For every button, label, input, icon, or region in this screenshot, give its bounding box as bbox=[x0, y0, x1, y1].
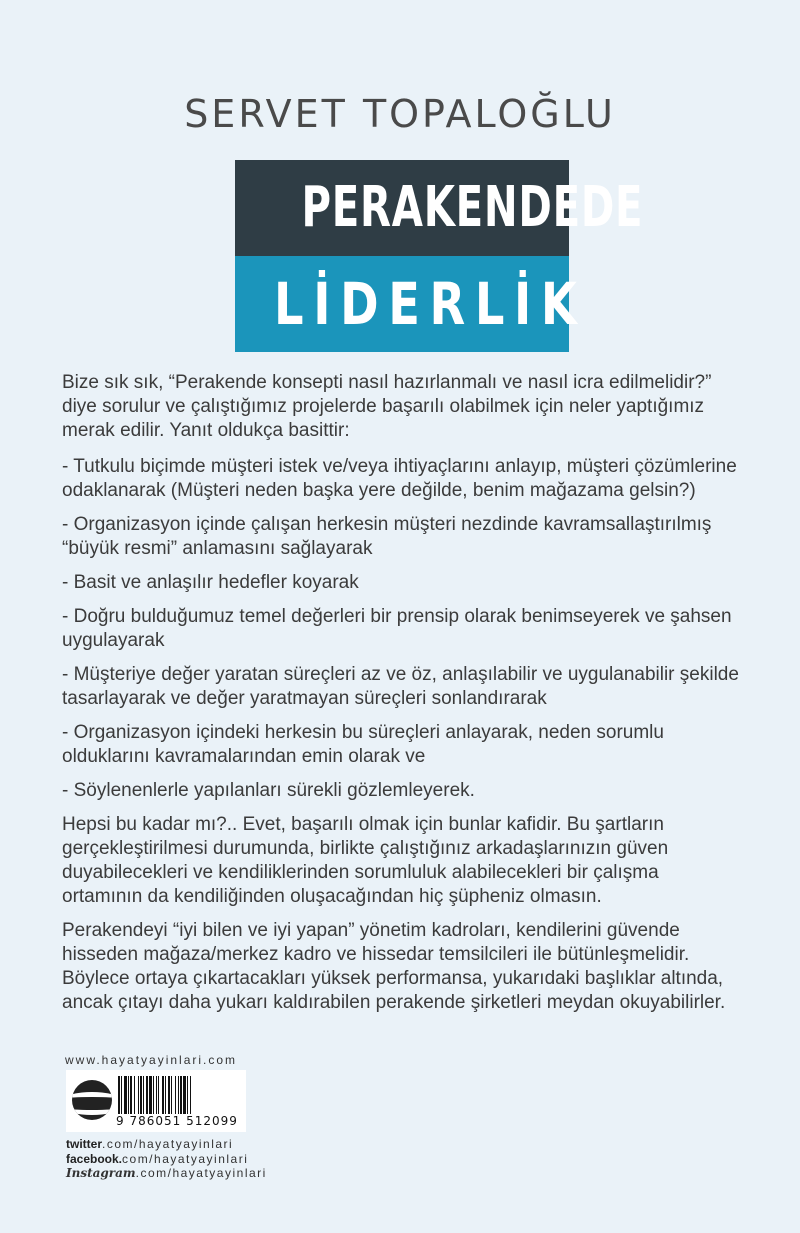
list-item: - Basit ve anlaşılır hedefler koyarak bbox=[62, 572, 359, 593]
intro-paragraph: Bize sık sık, “Perakende konsepti nasıl hazırlanmalı ve nasıl icra edilmelidir?” diye sorulur ve çalıştığımız projelerde başarılı olabilmek için neler yaptığımız merak edilir. Yanıt oldukça basittir: bbox=[62, 372, 712, 441]
paragraph-3: Perakendeyi “iyi bilen ve iyi yapan” yönetim kadroları, kendilerini güvende hisseden mağaza/merkez kadro ve hissedar temsilcileri ile bütünleşmelidir. Böylece ortaya çıkartacakları yüksek performansa, yukarıdaki başlıklar altında, ancak çıtayı daha yukarı kaldırabilen perakende şirketleri meydan okuyabilirler. bbox=[62, 920, 726, 1013]
social-instagram bbox=[66, 1166, 267, 1180]
barcode-panel bbox=[66, 1070, 246, 1132]
list-item: - Söylenenlerle yapılanları sürekli gözlemleyerek. bbox=[62, 780, 475, 801]
list-item: - Organizasyon içindeki herkesin bu süreçleri anlayarak, neden sorumlu olduklarını kavramalarından emin olarak ve bbox=[62, 722, 664, 767]
list-item: - Doğru bulduğumuz temel değerleri bir prensip olarak benimseyerek ve şahsen uygulayarak bbox=[62, 606, 732, 651]
list-item: - Tutkulu biçimde müşteri istek ve/veya ihtiyaçlarını anlayıp, müşteri çözümlerine odaklanarak (Müşteri neden başka yere değilde, benim mağazama gelsin?) bbox=[62, 456, 737, 501]
title-line-2-banner bbox=[235, 256, 587, 352]
facebook-path: com/hayatyayinlari bbox=[122, 1152, 249, 1166]
social-facebook bbox=[66, 1152, 248, 1166]
publisher-website: www.hayatyayinlari.com bbox=[65, 1053, 238, 1067]
instagram-path: .com/hayatyayinlari bbox=[135, 1166, 267, 1180]
title-line-2: LİDERLİK bbox=[274, 270, 587, 338]
twitter-path: .com/hayatyayinlari bbox=[102, 1137, 234, 1151]
instagram-logo: Instagram bbox=[66, 1166, 136, 1180]
back-cover-text bbox=[62, 371, 742, 1025]
title-line-1: PERAKENDEDE bbox=[301, 175, 644, 240]
author-name: SERVET TOPALOĞLU bbox=[184, 92, 616, 136]
twitter-logo: twitter bbox=[66, 1137, 102, 1151]
isbn-number: 9 786051 512099 bbox=[116, 1114, 238, 1128]
title-line-1-banner bbox=[235, 160, 644, 256]
paragraph-2: Hepsi bu kadar mı?.. Evet, başarılı olmak için bunlar kafidir. Bu şartların gerçekleştirilmesi durumunda, birlikte çalıştığınız arkadaşlarınızın güven duyabilecekleri ve kendiliklerinden sorumluluk alabilecekleri bir çalışma ortamının da kendiliğinden oluşacağından hiç şüpheniz olmasın. bbox=[62, 814, 669, 907]
social-twitter bbox=[66, 1137, 233, 1151]
list-item: - Müşteriye değer yaratan süreçleri az ve öz, anlaşılabilir ve uygulanabilir şekilde tasarlayarak ve değer yaratmayan süreçleri sonlandırarak bbox=[62, 664, 739, 709]
list-item: - Organizasyon içinde çalışan herkesin müşteri nezdinde kavramsallaştırılmış “büyük resmi” anlamasını sağlayarak bbox=[62, 514, 712, 559]
barcode-icon bbox=[118, 1076, 240, 1114]
publisher-logo-icon bbox=[72, 1080, 112, 1120]
facebook-logo: facebook. bbox=[66, 1152, 123, 1166]
